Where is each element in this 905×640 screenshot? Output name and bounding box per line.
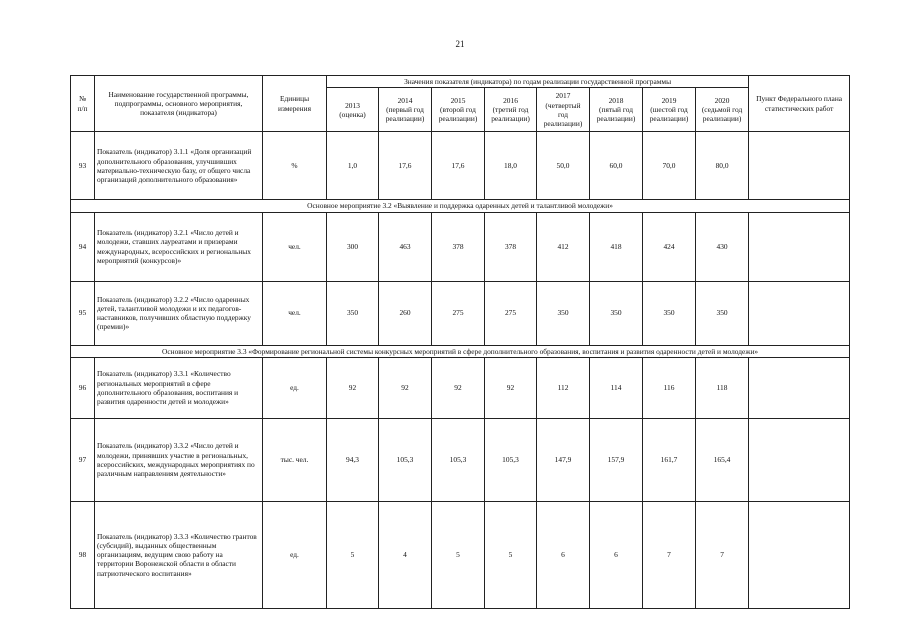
section-row (71, 345, 850, 357)
header-unit: Единицы измерения (263, 76, 327, 132)
section-title: Основное мероприятие 3.3 «Формирование региональной системы конкурсных мероприятий в сфере дополнительного образования, воспитания и развития одаренности детей и молодежи» (71, 345, 850, 357)
header-year: 2014 (первый год реализации) (379, 88, 432, 132)
value-cell: 5 (485, 501, 537, 608)
value-cell: 7 (696, 501, 749, 608)
value-cell: 275 (432, 281, 485, 345)
header-year: 2018 (пятый год реализации) (590, 88, 643, 132)
value-cell: 92 (379, 357, 432, 418)
value-cell: 80,0 (696, 132, 749, 200)
value-cell: 275 (485, 281, 537, 345)
value-cell: 92 (327, 357, 379, 418)
indicator-unit: тыс. чел. (263, 418, 327, 501)
indicator-name: Показатель (индикатор) 3.2.1 «Число детей и молодежи, ставших лауреатами и призерами международных, всероссийских и региональных мероприятий (конкурсов)» (95, 212, 263, 281)
value-cell: 260 (379, 281, 432, 345)
value-cell: 418 (590, 212, 643, 281)
header-year: 2019 (шестой год реализации) (643, 88, 696, 132)
table-row (71, 212, 850, 281)
table-row (71, 357, 850, 418)
indicators-table (70, 75, 850, 609)
value-cell: 378 (432, 212, 485, 281)
value-cell: 6 (537, 501, 590, 608)
value-cell: 424 (643, 212, 696, 281)
table-row (71, 418, 850, 501)
indicator-name: Показатель (индикатор) 3.3.2 «Число детей и молодежи, принявших участие в региональных, всероссийских, международных мероприятиях по различным направлениям деятельности» (95, 418, 263, 501)
value-cell: 412 (537, 212, 590, 281)
header-year: 2015 (второй год реализации) (432, 88, 485, 132)
value-cell: 70,0 (643, 132, 696, 200)
value-cell: 350 (537, 281, 590, 345)
value-cell: 157,9 (590, 418, 643, 501)
row-number: 93 (71, 132, 95, 200)
indicator-name: Показатель (индикатор) 3.3.3 «Количество грантов (субсидий), выданных общественным организациям, ведущим свою работу на территории Воронежской области в области патриотического воспитания» (95, 501, 263, 608)
header-year: 2013 (оценка) (327, 88, 379, 132)
header-name: Наименование государственной программы, подпрограммы, основного мероприятия, показателя (индикатора) (95, 76, 263, 132)
value-cell: 114 (590, 357, 643, 418)
value-cell: 5 (432, 501, 485, 608)
federal-plan-cell (749, 281, 850, 345)
row-number: 95 (71, 281, 95, 345)
value-cell: 94,3 (327, 418, 379, 501)
value-cell: 350 (696, 281, 749, 345)
value-cell: 118 (696, 357, 749, 418)
indicator-name: Показатель (индикатор) 3.2.2 «Число одаренных детей, талантливой молодежи и их педагогов-наставников, получивших областную поддержку (премии)» (95, 281, 263, 345)
indicator-name: Показатель (индикатор) 3.3.1 «Количество региональных мероприятий в сфере дополнительного образования, воспитания и развития одаренности детей и молодежи» (95, 357, 263, 418)
value-cell: 463 (379, 212, 432, 281)
value-cell: 92 (432, 357, 485, 418)
header-no: № п/п (71, 76, 95, 132)
value-cell: 116 (643, 357, 696, 418)
header-year: 2016 (третий год реализации) (485, 88, 537, 132)
header-year: 2017 (четвертый год реализации) (537, 88, 590, 132)
value-cell: 112 (537, 357, 590, 418)
value-cell: 6 (590, 501, 643, 608)
section-row (71, 200, 850, 212)
value-cell: 5 (327, 501, 379, 608)
value-cell: 300 (327, 212, 379, 281)
value-cell: 105,3 (432, 418, 485, 501)
value-cell: 50,0 (537, 132, 590, 200)
indicator-unit: % (263, 132, 327, 200)
value-cell: 161,7 (643, 418, 696, 501)
indicator-unit: ед. (263, 501, 327, 608)
value-cell: 430 (696, 212, 749, 281)
value-cell: 17,6 (432, 132, 485, 200)
value-cell: 60,0 (590, 132, 643, 200)
indicator-unit: ед. (263, 357, 327, 418)
value-cell: 92 (485, 357, 537, 418)
table-row (71, 281, 850, 345)
table-row (71, 132, 850, 200)
value-cell: 17,6 (379, 132, 432, 200)
row-number: 98 (71, 501, 95, 608)
value-cell: 18,0 (485, 132, 537, 200)
row-number: 96 (71, 357, 95, 418)
federal-plan-cell (749, 418, 850, 501)
row-number: 94 (71, 212, 95, 281)
value-cell: 350 (327, 281, 379, 345)
value-cell: 105,3 (485, 418, 537, 501)
value-cell: 7 (643, 501, 696, 608)
indicator-name: Показатель (индикатор) 3.1.1 «Доля организаций дополнительного образования, улучшивших материально-техническую базу, от общего числа организаций дополнительного образования» (95, 132, 263, 200)
indicator-unit: чел. (263, 212, 327, 281)
value-cell: 105,3 (379, 418, 432, 501)
value-cell: 1,0 (327, 132, 379, 200)
row-number: 97 (71, 418, 95, 501)
federal-plan-cell (749, 501, 850, 608)
section-title: Основное мероприятие 3.2 «Выявление и поддержка одаренных детей и талантливой молодежи» (71, 200, 850, 212)
value-cell: 378 (485, 212, 537, 281)
federal-plan-cell (749, 132, 850, 200)
indicator-unit: чел. (263, 281, 327, 345)
table-row (71, 501, 850, 608)
federal-plan-cell (749, 212, 850, 281)
header-year: 2020 (седьмой год реализации) (696, 88, 749, 132)
value-cell: 147,9 (537, 418, 590, 501)
value-cell: 165,4 (696, 418, 749, 501)
page-number: 21 (455, 39, 465, 49)
header-values-group: Значения показателя (индикатора) по годам реализации государственной программы (327, 76, 749, 88)
value-cell: 350 (590, 281, 643, 345)
header-federal-plan: Пункт Федерального плана статистических работ (749, 76, 850, 132)
value-cell: 350 (643, 281, 696, 345)
federal-plan-cell (749, 357, 850, 418)
value-cell: 4 (379, 501, 432, 608)
